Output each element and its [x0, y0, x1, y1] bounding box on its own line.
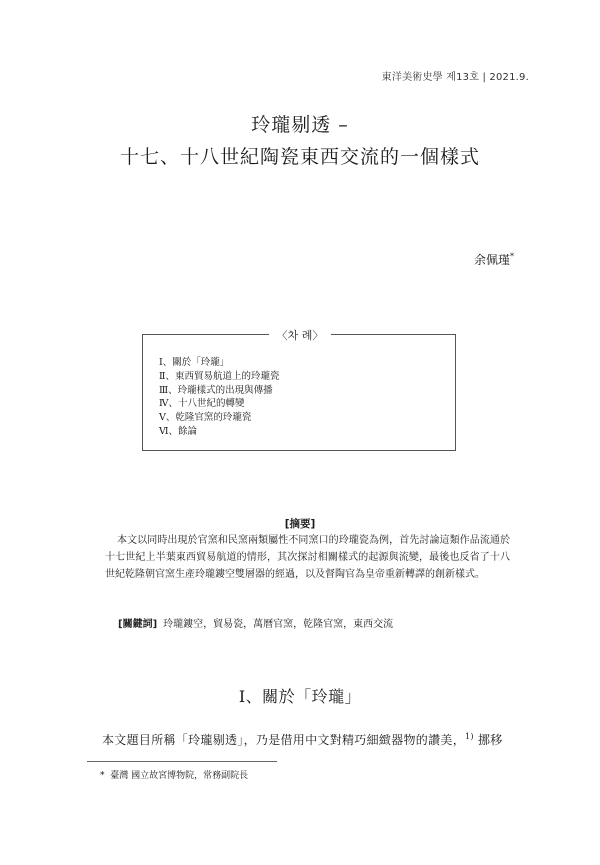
keywords-text: 玲瓏鏤空，貿易瓷，萬曆官窯，乾隆官窯，東西交流	[163, 619, 394, 630]
author	[474, 251, 514, 268]
footnote-divider	[87, 761, 277, 762]
body-paragraph: 本文題目所稱「玲瓏剔透」，乃是借用中文對精巧細緻器物的讚美，$^{1)}$ 挪移	[102, 732, 503, 747]
author-footnote-mark: *	[510, 252, 514, 261]
toc-heading: 〈차 례〉	[0, 327, 600, 343]
footnote	[100, 768, 248, 781]
abstract-heading: [摘要]	[284, 518, 316, 530]
toc-item: Ⅳ、十八世紀的轉變	[159, 398, 245, 410]
title-line-2: 十七、十八世紀陶瓷東西交流的一個樣式	[119, 146, 480, 168]
toc-item: Ⅲ、玲瓏樣式的出現與傳播	[159, 384, 273, 396]
toc-item: Ⅰ、關於「玲瓏」	[159, 357, 230, 368]
journal-header: 東洋美術史學 제13호 | 2021.9.	[381, 72, 529, 83]
toc-item: Ⅴ、乾隆官窯的玲瓏瓷	[159, 412, 252, 424]
keywords	[118, 615, 393, 630]
toc-item: Ⅵ、餘論	[159, 425, 198, 437]
title-line-1: 玲瓏剔透 –	[251, 114, 349, 136]
keywords-label: [關鍵詞]	[118, 619, 158, 630]
footnote-mark: *	[100, 771, 105, 781]
footnote-text: 臺灣 國立故宮博物院，常務副院長	[110, 771, 249, 781]
author-name: 余佩瑾	[473, 253, 510, 267]
abstract-text: 本文以同時出現於官窯和民窯兩類屬性不同窯口的玲瓏瓷為例，首先討論這類作品流通於十七世紀上半葉東西貿易航道的情形，其次探討相關樣式的起源與流變，最後也反省了十八世紀乾隆朝官窯生產玲瓏鏤空雙層器的經過，以及督陶官為皇帝重新轉譯的創新樣式。	[105, 535, 510, 580]
toc-list	[159, 356, 279, 439]
section-title: Ⅰ、關於「玲瓏」	[238, 687, 362, 706]
footnote-ref: 1)	[465, 732, 474, 741]
toc-item: Ⅱ、東西貿易航道上的玲瓏瓷	[159, 370, 280, 382]
